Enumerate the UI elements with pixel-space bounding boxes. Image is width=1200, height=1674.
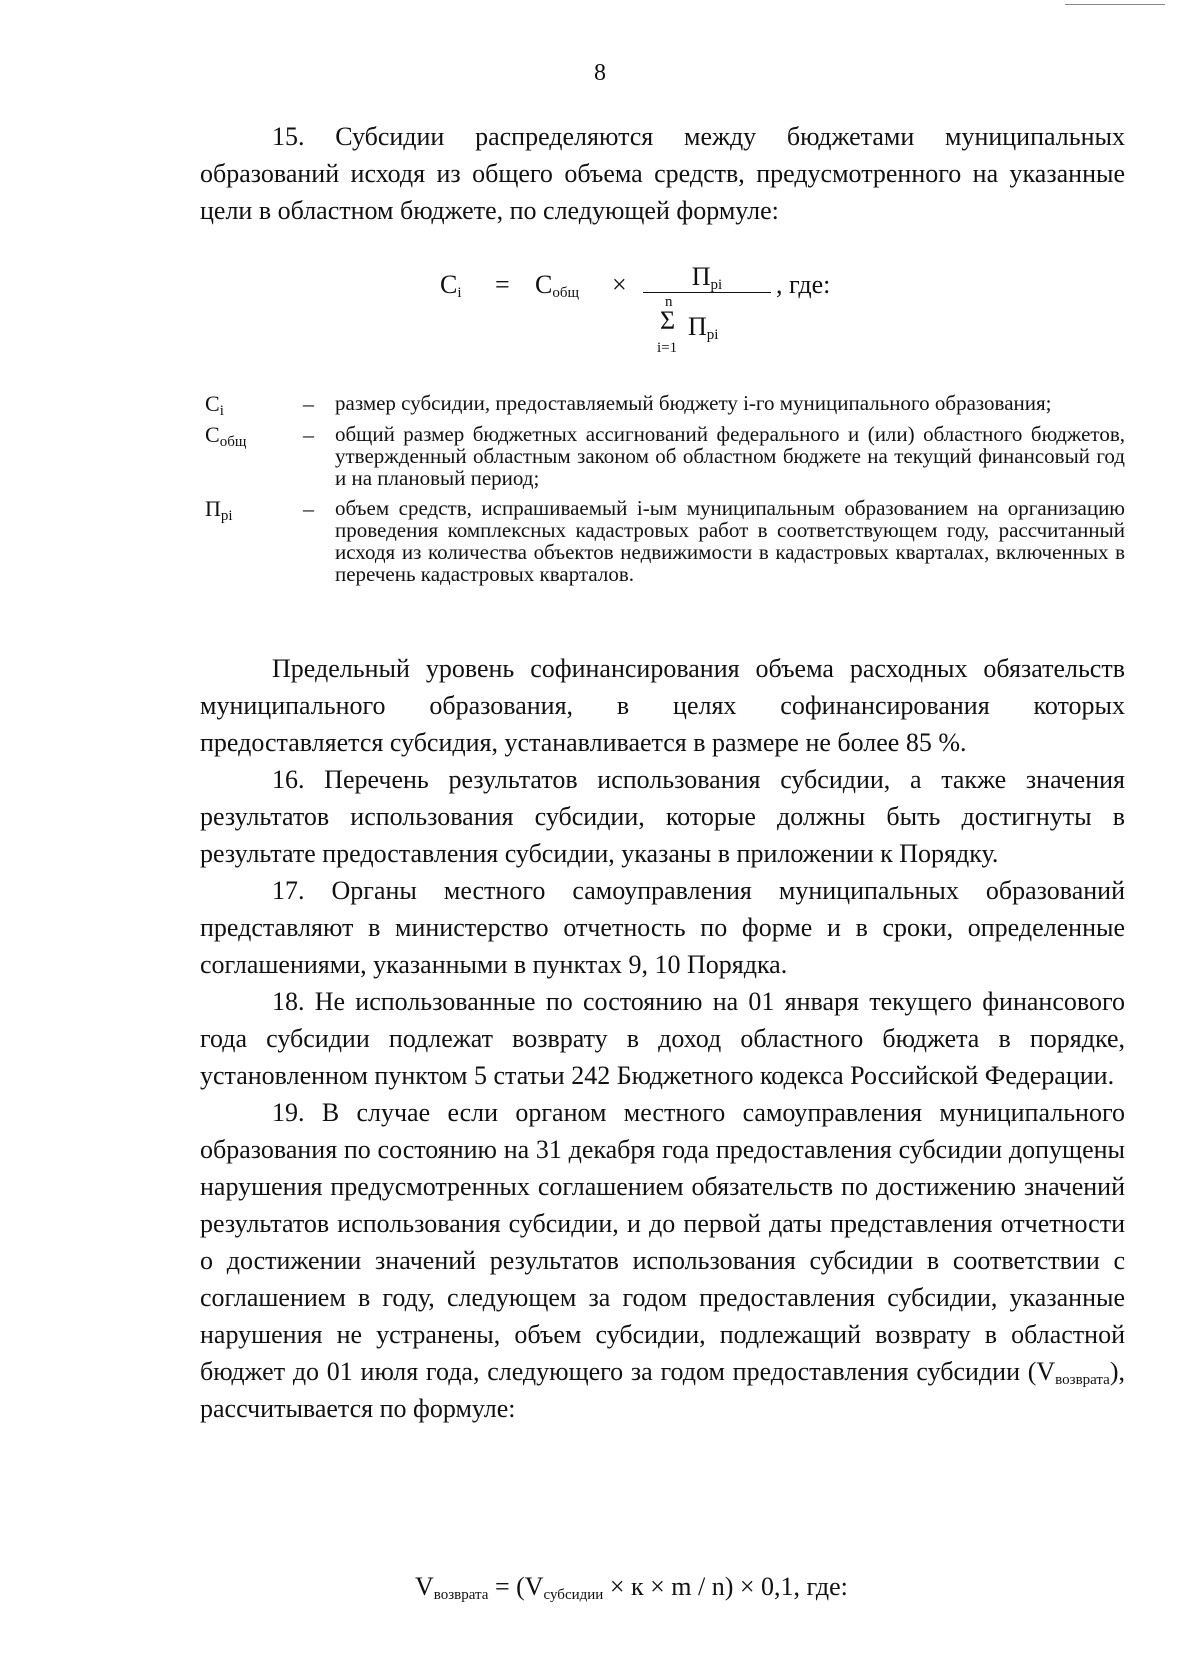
paragraph-16: 16. Перечень результатов использования субсидии, а также значения результатов использования субсидии, которые должны быть достигнуты в результате предоставления субсидии, указаны в приложении к Порядку. [200,765,1125,868]
formula-total: $C_{общ}$ [535,270,580,301]
formula-times: × [612,270,627,299]
definition-row [205,423,1125,489]
page-number: 8 [594,60,606,86]
definition-dash: – [303,496,314,521]
definition-text: объем средств, испрашиваемый i-ым муниципальным образованием на организацию проведения комплексных кадастровых работ в соответствующем году, рассчитанный исходя из количества объектов недвижимости в кадастровых кварталах, включенных в перечень кадастровых кварталов. [335,496,1125,586]
sum-sign: Σ [660,306,676,335]
paragraph-15: 15. Субсидии распределяются между бюджетами муниципальных образований исходя из общего объема средств, предусмотренного на указанные цели в областном бюджете, по следующей формуле: [200,122,1125,225]
formula-equals: = [495,270,510,299]
formula-denominator: $П_{pi}$ [688,312,719,343]
definition-dash: – [303,422,314,447]
formula-lhs: $C_i$ [440,270,462,301]
paragraph-15-block [200,118,1125,229]
definition-dash: – [303,391,314,416]
paragraph-17: 17. Органы местного самоуправления муниципальных образований представляют в министерство отчетность по форме и в сроки, определенные соглашениями, указанными в пунктах 9, 10 Порядка. [200,876,1125,979]
formula-tail: , где: [776,270,831,299]
definition-text: размер субсидии, предоставляемый бюджету i-го муниципального образования; [335,391,1052,415]
definition-symbol: $C_i$ [205,391,224,419]
formula-refund: $V_{возврата} = (V_{субсидии} \times к \times m / n) \times 0,1$, где: [415,1572,848,1603]
definition-symbol: $П_{pi}$ [205,496,233,524]
definition-symbol: $C_{общ}$ [205,422,247,450]
fraction-bar [643,292,771,293]
definitions-list [205,392,1125,591]
definition-row [205,391,1125,419]
sum-upper-limit: n [665,294,673,310]
definition-text: общий размер бюджетных ассигнований федерального и (или) областного бюджетов, утвержденный областным законом об областном бюджете на текущий финансовый год и на плановый период; [335,422,1125,490]
sum-lower-limit: i=1 [657,340,678,356]
definition-row [205,497,1125,585]
top-edge-line [1065,4,1165,5]
paragraph-19: 19. В случае если органом местного самоуправления муниципального образования по состоянию на 31 декабря года предоставления субсидии допущены нарушения предусмотренных соглашением обязательств по достижению значений результатов использования субсидии, и до первой даты представления отчетности о достижении значений результатов использования субсидии в соответствии с соглашением в году, следующем за годом предоставления субсидии, указанные нарушения не устранены, объем субсидии, подлежащий возврату в областной бюджет до 01 июля года, следующего за годом предоставления субсидии $(V_{возврата})$, рассчитывается по формуле: [200,1098,1125,1423]
formula-subsidy-distribution [440,262,860,362]
paragraph-cofinancing-limit: Предельный уровень софинансирования объема расходных обязательств муниципального образования, в целях софинансирования которых предоставляется субсидия, устанавливается в размере не более 85 %. [200,654,1125,757]
paragraph-18: 18. Не использованные по состоянию на 01 января текущего финансового года субсидии подлежат возврату в доход областного бюджета в порядке, установленном пунктом 5 статьи 242 Бюджетного кодекса Российской Федерации. [200,987,1125,1090]
paragraphs-main [200,650,1125,1427]
formula-numerator: $П_{pi}$ [691,262,723,293]
